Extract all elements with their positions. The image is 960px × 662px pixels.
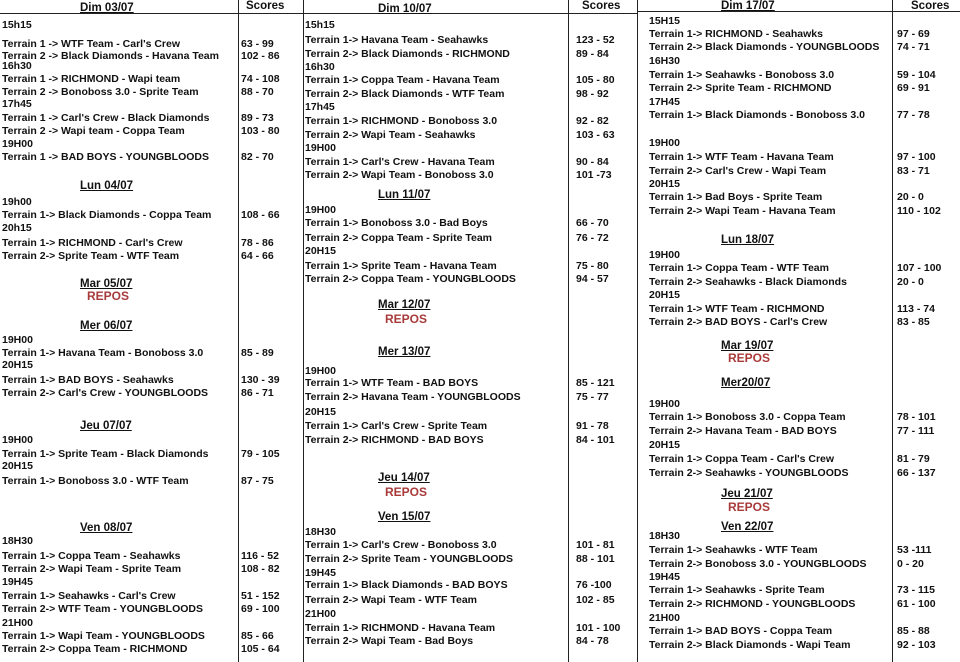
header-underline-2	[303, 13, 637, 14]
match-row: Terrain 2-> Coppa Team - Sprite Team	[305, 232, 493, 244]
scores-header-2: Scores	[582, 0, 621, 12]
match-row: Terrain 1-> Bonoboss 3.0 - Coppa Team	[649, 411, 846, 423]
match-row: Terrain 1-> Black Diamonds - Bonoboss 3.0	[649, 109, 865, 121]
match-row: Terrain 2-> Havana Team - YOUNGBLOODS	[305, 391, 521, 403]
time-slot: 15h15	[305, 19, 335, 31]
match-row: Terrain 2-> Sprite Team - YOUNGBLOODS	[305, 553, 514, 565]
time-slot: 20H15	[2, 359, 33, 371]
match-score: 101 - 81	[576, 539, 615, 551]
match-row: Terrain 1-> Seahawks - Sprite Team	[649, 584, 825, 596]
match-row: Terrain 2-> Wapi Team - Havana Team	[649, 205, 836, 217]
match-row: Terrain 1 -> WTF Team - Carl's Crew	[2, 38, 181, 50]
match-score: 20 - 0	[897, 276, 924, 288]
day-header: Ven 22/07	[721, 521, 774, 533]
match-score: 87 - 75	[241, 475, 274, 487]
column-divider-1	[303, 0, 304, 662]
match-score: 110 - 102	[897, 205, 941, 217]
scores-header-3: Scores	[911, 0, 950, 12]
match-score: 77 - 111	[897, 425, 935, 437]
time-slot: 18H30	[649, 530, 680, 542]
match-row: Terrain 1-> Wapi Team - YOUNGBLOODS	[2, 630, 205, 642]
time-slot: 19H00	[305, 204, 336, 216]
time-slot: 19H45	[2, 576, 33, 588]
match-score: 84 - 101	[576, 434, 615, 446]
rest-day-label: REPOS	[728, 500, 771, 514]
match-row: Terrain 1-> Black Diamonds - BAD BOYS	[305, 579, 508, 591]
match-score: 81 - 79	[897, 453, 930, 465]
match-row: Terrain 1-> BAD BOYS - Seahawks	[2, 374, 174, 386]
match-score: 20 - 0	[897, 191, 924, 203]
match-score: 85 - 89	[241, 347, 274, 359]
match-score: 78 - 101	[897, 411, 936, 423]
match-row: Terrain 1-> Havana Team - Seahawks	[305, 34, 489, 46]
match-row: Terrain 2 -> Black Diamonds - Havana Team	[2, 50, 219, 62]
match-row: Terrain 1-> Carl's Crew - Bonoboss 3.0	[305, 539, 497, 551]
match-score: 85 - 66	[241, 630, 274, 642]
match-row: Terrain 2-> Wapi Team - WTF Team	[305, 594, 478, 606]
match-score: 97 - 69	[897, 28, 930, 40]
match-row: Terrain 2-> Seahawks - Black Diamonds	[649, 276, 847, 288]
match-score: 108 - 66	[241, 209, 280, 221]
rest-day-label: REPOS	[385, 485, 428, 499]
day-header: Lun 18/07	[721, 234, 775, 246]
match-score: 74 - 71	[897, 41, 930, 53]
match-score: 69 - 91	[897, 82, 930, 94]
day-header: Jeu 21/07	[721, 488, 773, 500]
time-slot: 20H15	[649, 178, 680, 190]
time-slot: 20H15	[305, 245, 336, 257]
match-row: Terrain 1-> Havana Team - Bonoboss 3.0	[2, 347, 204, 359]
day-header: Dim 10/07	[378, 3, 432, 15]
scores-header-1: Scores	[246, 0, 285, 12]
match-score: 94 - 57	[576, 273, 609, 285]
time-slot: 19H00	[649, 249, 680, 261]
match-score: 86 - 71	[241, 387, 274, 399]
match-score: 0 - 20	[897, 558, 924, 570]
match-score: 75 - 80	[576, 260, 609, 272]
match-score: 85 - 88	[897, 625, 930, 637]
match-score: 63 - 99	[241, 38, 274, 50]
match-row: Terrain 1-> Bonoboss 3.0 - Bad Boys	[305, 217, 488, 229]
column-divider-2	[637, 0, 638, 662]
match-row: Terrain 1-> Seahawks - Carl's Crew	[2, 590, 176, 602]
match-score: 84 - 78	[576, 635, 609, 647]
day-header: Mer 13/07	[378, 346, 431, 358]
day-header: Dim 03/07	[80, 2, 134, 14]
match-score: 69 - 100	[241, 603, 280, 615]
match-row: Terrain 1-> RICHMOND - Carl's Crew	[2, 237, 183, 249]
time-slot: 16h30	[2, 60, 32, 72]
match-score: 101 - 100	[576, 622, 621, 634]
time-slot: 17H45	[649, 96, 680, 108]
match-score: 102 - 86	[241, 50, 280, 62]
match-row: Terrain 1-> Coppa Team - WTF Team	[649, 262, 829, 274]
match-row: Terrain 1-> Coppa Team - Seahawks	[2, 550, 181, 562]
match-score: 91 - 78	[576, 420, 609, 432]
time-slot: 18H30	[305, 526, 336, 538]
match-score: 85 - 121	[576, 377, 615, 389]
match-row: Terrain 1-> BAD BOYS - Coppa Team	[649, 625, 833, 637]
match-row: Terrain 2-> Sprite Team - RICHMOND	[649, 82, 832, 94]
time-slot: 20h15	[2, 222, 32, 234]
match-score: 66 - 70	[576, 217, 609, 229]
match-row: Terrain 2-> Bonoboss 3.0 - YOUNGBLOODS	[649, 558, 867, 570]
match-row: Terrain 2-> Coppa Team - RICHMOND	[2, 643, 188, 655]
match-score: 102 - 85	[576, 594, 615, 606]
match-row: Terrain 1-> Black Diamonds - Coppa Team	[2, 209, 212, 221]
match-score: 82 - 70	[241, 151, 274, 163]
match-score: 90 - 84	[576, 156, 609, 168]
time-slot: 21H00	[649, 612, 680, 624]
match-score: 108 - 82	[241, 563, 280, 575]
match-score: 79 - 105	[241, 448, 280, 460]
match-score: 66 - 137	[897, 467, 936, 479]
match-score: 123 - 52	[576, 34, 615, 46]
match-row: Terrain 2-> Sprite Team - WTF Team	[2, 250, 180, 262]
match-score: 97 - 100	[897, 151, 936, 163]
match-score: 103 - 80	[241, 125, 280, 137]
match-row: Terrain 2-> RICHMOND - YOUNGBLOODS	[649, 598, 856, 610]
time-slot: 19H00	[2, 434, 33, 446]
match-score: 59 - 104	[897, 69, 936, 81]
time-slot: 21H00	[2, 617, 33, 629]
match-row: Terrain 2-> BAD BOYS - Carl's Crew	[649, 316, 828, 328]
match-row: Terrain 1 -> RICHMOND - Wapi team	[2, 73, 181, 85]
day-header: Mar 05/07	[80, 278, 133, 290]
match-score: 64 - 66	[241, 250, 274, 262]
match-row: Terrain 2-> Wapi Team - Bad Boys	[305, 635, 474, 647]
match-row: Terrain 1-> Coppa Team - Havana Team	[305, 74, 500, 86]
match-row: Terrain 1-> Carl's Crew - Havana Team	[305, 156, 495, 168]
match-score: 73 - 115	[897, 584, 935, 596]
match-row: Terrain 1 -> Carl's Crew - Black Diamonds	[2, 112, 210, 124]
time-slot: 15h15	[2, 19, 32, 31]
match-score: 77 - 78	[897, 109, 930, 121]
match-score: 105 - 64	[241, 643, 280, 655]
match-row: Terrain 1-> Seahawks - Bonoboss 3.0	[649, 69, 835, 81]
match-score: 105 - 80	[576, 74, 615, 86]
match-row: Terrain 1-> Bonoboss 3.0 - WTF Team	[2, 475, 189, 487]
match-row: Terrain 2-> Carl's Crew - Wapi Team	[649, 165, 827, 177]
match-score: 76 -100	[576, 579, 612, 591]
rest-day-label: REPOS	[728, 351, 771, 365]
match-score: 83 - 85	[897, 316, 930, 328]
time-slot: 18H30	[2, 535, 33, 547]
match-row: Terrain 1-> Sprite Team - Havana Team	[305, 260, 497, 272]
match-row: Terrain 2-> Havana Team - BAD BOYS	[649, 425, 837, 437]
header-underline-1	[0, 13, 303, 14]
match-row: Terrain 2-> Wapi Team - Bonoboss 3.0	[305, 169, 494, 181]
time-slot: 19H45	[649, 571, 680, 583]
time-slot: 19H45	[305, 567, 336, 579]
match-row: Terrain 2-> Coppa Team - YOUNGBLOODS	[305, 273, 516, 285]
match-row: Terrain 2-> Black Diamonds - YOUNGBLOODS	[649, 41, 880, 53]
match-row: Terrain 1-> RICHMOND - Seahawks	[649, 28, 823, 40]
match-score: 78 - 86	[241, 237, 274, 249]
match-score: 101 -73	[576, 169, 612, 181]
match-row: Terrain 1 -> BAD BOYS - YOUNGBLOODS	[2, 151, 210, 163]
day-header: Mer 06/07	[80, 320, 133, 332]
time-slot: 20H15	[2, 460, 33, 472]
day-header: Mer20/07	[721, 377, 771, 389]
match-score: 53 -111	[897, 544, 932, 556]
match-row: Terrain 1-> Carl's Crew - Sprite Team	[305, 420, 488, 432]
match-row: Terrain 1-> RICHMOND - Bonoboss 3.0	[305, 115, 498, 127]
time-slot: 20H15	[305, 406, 336, 418]
match-score: 98 - 92	[576, 88, 609, 100]
time-slot: 19h00	[2, 196, 32, 208]
time-slot: 17h45	[305, 101, 335, 113]
match-row: Terrain 1-> Seahawks - WTF Team	[649, 544, 818, 556]
match-row: Terrain 1-> Bad Boys - Sprite Team	[649, 191, 823, 203]
col2-score-divider	[568, 0, 569, 662]
match-score: 88 - 70	[241, 86, 274, 98]
match-score: 116 - 52	[241, 550, 279, 562]
day-header: Mar 12/07	[378, 299, 431, 311]
match-score: 107 - 100	[897, 262, 942, 274]
time-slot: 21H00	[305, 608, 336, 620]
time-slot: 19H00	[2, 334, 33, 346]
match-row: Terrain 2-> Seahawks - YOUNGBLOODS	[649, 467, 849, 479]
match-row: Terrain 1-> WTF Team - RICHMOND	[649, 303, 825, 315]
rest-day-label: REPOS	[87, 289, 130, 303]
match-score: 88 - 101	[576, 553, 615, 565]
time-slot: 19H00	[649, 398, 680, 410]
match-row: Terrain 2 -> Wapi team - Coppa Team	[2, 125, 185, 137]
match-row: Terrain 1-> RICHMOND - Havana Team	[305, 622, 496, 634]
day-header: Lun 04/07	[80, 180, 134, 192]
match-row: Terrain 2-> Carl's Crew - YOUNGBLOODS	[2, 387, 209, 399]
rest-day-label: REPOS	[385, 312, 428, 326]
match-row: Terrain 2-> Black Diamonds - WTF Team	[305, 88, 505, 100]
time-slot: 19H00	[2, 138, 33, 150]
match-row: Terrain 2 -> Bonoboss 3.0 - Sprite Team	[2, 86, 199, 98]
match-row: Terrain 1-> Sprite Team - Black Diamonds	[2, 448, 209, 460]
match-row: Terrain 2-> Black Diamonds - Wapi Team	[649, 639, 851, 651]
match-row: Terrain 1-> WTF Team - Havana Team	[649, 151, 834, 163]
match-score: 89 - 84	[576, 48, 609, 60]
day-header: Dim 17/07	[721, 0, 775, 12]
match-score: 92 - 82	[576, 115, 609, 127]
match-row: Terrain 2-> RICHMOND - BAD BOYS	[305, 434, 484, 446]
match-score: 61 - 100	[897, 598, 936, 610]
match-score: 89 - 73	[241, 112, 274, 124]
time-slot: 19H00	[305, 142, 336, 154]
match-score: 51 - 152	[241, 590, 280, 602]
match-row: Terrain 2-> Wapi Team - Seahawks	[305, 129, 476, 141]
time-slot: 15H15	[649, 15, 680, 27]
time-slot: 17h45	[2, 98, 32, 110]
day-header: Jeu 14/07	[378, 472, 430, 484]
time-slot: 19H00	[649, 137, 680, 149]
match-row: Terrain 1-> WTF Team - BAD BOYS	[305, 377, 479, 389]
match-row: Terrain 1-> Coppa Team - Carl's Crew	[649, 453, 835, 465]
match-score: 113 - 74	[897, 303, 935, 315]
match-row: Terrain 2-> Black Diamonds - RICHMOND	[305, 48, 510, 60]
match-score: 103 - 63	[576, 129, 615, 141]
day-header: Ven 15/07	[378, 511, 431, 523]
match-row: Terrain 2-> Wapi Team - Sprite Team	[2, 563, 182, 575]
day-header: Mar 19/07	[721, 340, 774, 352]
day-header: Lun 11/07	[378, 189, 431, 201]
match-score: 74 - 108	[241, 73, 280, 85]
time-slot: 16h30	[305, 61, 335, 73]
time-slot: 19H00	[305, 365, 336, 377]
time-slot: 20H15	[649, 289, 680, 301]
match-score: 83 - 71	[897, 165, 930, 177]
match-score: 92 - 103	[897, 639, 936, 651]
col3-score-divider	[892, 0, 893, 662]
col1-score-divider	[238, 0, 239, 662]
match-score: 76 - 72	[576, 232, 609, 244]
time-slot: 20H15	[649, 439, 680, 451]
match-row: Terrain 2-> WTF Team - YOUNGBLOODS	[2, 603, 203, 615]
match-score: 75 - 77	[576, 391, 609, 403]
day-header: Jeu 07/07	[80, 420, 132, 432]
day-header: Ven 08/07	[80, 522, 133, 534]
time-slot: 16H30	[649, 55, 680, 67]
match-score: 130 - 39	[241, 374, 280, 386]
